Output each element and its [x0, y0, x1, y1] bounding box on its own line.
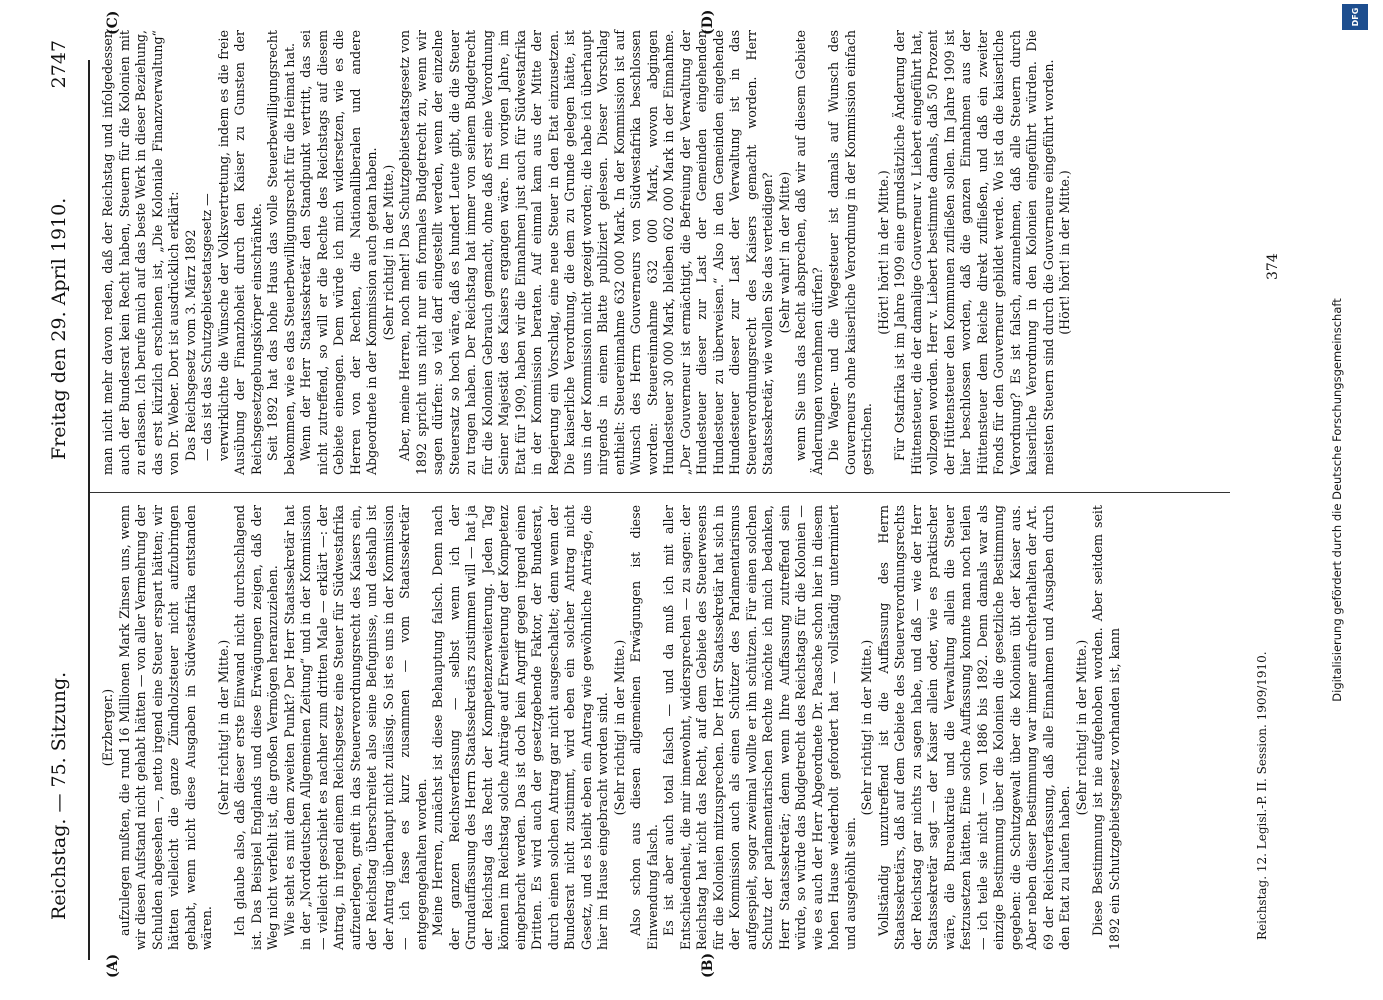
- paragraph: Ich glaube also, daß dieser erste Einwand nicht durchschlagend ist. Das Beispiel Englands und diese Erwägungen zeigen, daß der Weg nicht verfehlt ist, die großen Vermögen heranzuziehen.: [232, 505, 280, 950]
- paragraph: Diese Bestimmung ist nie aufgehoben worden. Aber seitdem seit 1892 ein Schutzgebietsgesetz vorhanden ist, kann: [1090, 505, 1122, 950]
- marker-c: (C): [105, 10, 121, 35]
- column-divider: [90, 492, 1230, 493]
- paragraph: (Sehr richtig! in der Mitte.): [215, 639, 231, 816]
- paragraph: Seit 1892 hat das hohe Haus das volle Steuerbewilligungsrecht bekommen, wie es das Steuerbewilligungsrecht für die Heimat hat.: [265, 30, 297, 475]
- digitization-credit: Digitalisierung gefördert durch die Deutsche Forschungsgemeinschaft: [1330, 298, 1344, 702]
- paragraph: (Sehr richtig! in der Mitte.): [859, 639, 874, 816]
- paragraph: (Hört! hört! in der Mitte.): [875, 170, 891, 335]
- paragraph: aufzulegen mußten, die rund 16 Millionen Mark Zinsen uns, wenn wir diesen Aufstand nicht gehabt hätten — von aller Vermehrung der Schulden abgesehen —, netto irgend eine Steuer erspart hätten; wir hätten vielleicht die ganze Zündholzsteuer nicht aufzubringen gehabt, wenn nicht diese Ausgaben in Südwestafrika entstanden wären.: [116, 505, 214, 950]
- marker-a: (A): [105, 953, 121, 978]
- paragraph: Aber, meine Herren, noch mehr! Das Schutzgebietsetatsgesetz von 1892 spricht uns nicht nur ein formales Budgetrecht zu, wenn wir sagen dürfen: so viel darf eingestellt werden, wenn der einzelne Steuersatz so hoch wäre, daß es hundert Leute gibt, die die Steuer zu tragen haben. Der Reichstag hat immer von seinem Budgetrecht für die Kolonien Gebrauch gemacht, ohne daß erst eine Verordnung Seiner Majestät des Kaisers ergangen wäre. Im vorigen Jahre, im Etat für 1909, haben wir die Einnahmen just auch für Südwestafrika in der Kommission beraten. Auf einmal kam aus der Mitte der Regierung ein Vorschlag, eine neue Steuer in den Etat einzusetzen. Die kaiserliche Verordnung, die dem zu Grunde gelegen hätte, ist uns in der Kommission nicht gezeigt worden; die habe ich überhaupt nirgends in einem Blatte publiziert gelesen. Dieser Vorschlag enthielt: Steuereinnahme 632 000 Mark. In der Kommission ist auf Wunsch des Herrn Gouverneurs von Südwestafrika beschlossen worden: Steuereinnahme 632 000 Mark, wovon abgingen Hundesteuer 30 000 Mark, bleiben 602 000 Mark in der Einnahme. „Der Gouverneur ist ermächtigt, die Befreiung der Verwaltung der Hundesteuer dieser zur Last der Gemeinden eingehenden Hundesteuer zu überweisen.“ Also in den Gemeinden eingehende Hundesteuer dieser zur Last der Verwaltung ist in das Steuerverordnungsrecht des Kaisers gemacht worden. Herr Staatssekretär, wie wollen Sie das verteidigen?: [397, 30, 775, 475]
- paragraph: (Erzberger.): [100, 688, 115, 767]
- paragraph: Wie steht es mit dem zweiten Punkt? Der Herr Staatssekretär hat in der „Norddeutschen Allgemeinen Zeitung“ und in der Kommission — vielleicht geschieht es nachher zum dritten Male — erklärt —: der Antrag, in irgend einem Reichsgesetz eine Steuer für Südwestafrika aufzuerlegen, greift in das Steuerverordnungsrecht des Kaisers ein, der Reichstag überschreitet also seine Befugnisse, und deshalb ist der Antrag überhaupt nicht zulässig. So ist es uns in der Kommission — ich fasse es kurz zusammen — vom Staatssekretär entgegengehalten worden.: [281, 505, 429, 950]
- paragraph: Also schon aus diesen allgemeinen Erwägungen ist diese Einwendung falsch.: [628, 505, 660, 950]
- header-left: Reichstag. — 75. Sitzung.: [48, 671, 70, 920]
- page-header: [40, 20, 76, 980]
- paragraph: wenn Sie uns das Recht absprechen, daß wir auf diesem Gebiete Änderungen vornehmen dürfen?: [793, 30, 825, 475]
- paragraph: Für Ostafrika ist im Jahre 1909 eine grundsätzliche Änderung der Hüttensteuer, die der damalige Gouverneur v. Liebert eingeführt hat, vollzogen worden. Herr v. Liebert bestimmte damals, daß 50 Prozent der Hüttensteuer den Kommunen zufließen sollen. Im Jahre 1909 ist hier beschlossen worden, daß die ganzen Einnahmen aus der Hüttensteuer dem Reiche direkt zufließen, und daß ein zweiter Fonds für den Gouverneur gebildet werde. Wo ist da die kaiserliche Verordnung? Es ist falsch, anzunehmen, daß alle Steuern durch kaiserliche Verordnung in den Kolonien eingeführt würden. Die meisten Steuern sind durch die Gouverneure eingeführt worden.: [892, 30, 1056, 475]
- paragraph: (Sehr richtig! in der Mitte.): [1073, 639, 1089, 816]
- sheet-number: 374: [1265, 253, 1281, 280]
- left-column: [100, 505, 1123, 950]
- paragraph: man nicht mehr davon reden, daß der Reichstag und infolgedessen auch der Bundesrat kein Recht haben, Steuern für die Kolonien mit zu erlassen. Ich berufe mich auf das beste Werk in dieser Beziehung, das erst kürzlich erschienen ist, „Die Koloniale Finanzverwaltung“ von Dr. Weber. Dort ist ausdrücklich erklärt:: [100, 30, 181, 475]
- marker-d: (D): [700, 9, 716, 35]
- paragraph: Die Wagen- und die Wegesteuer ist damals auf Wunsch des Gouverneurs ohne kaiserliche Verordnung in der Kommission einfach gestrichen.: [826, 30, 874, 475]
- paragraph: (Sehr richtig! in der Mitte.): [380, 164, 396, 341]
- paragraph: — das ist das Schutzgebietsetatsgesetz —: [199, 193, 214, 461]
- footer-session: Reichstag. 12. Legisl.-P. II. Session. 1909/1910.: [1255, 651, 1269, 940]
- paragraph: Das Reichsgesetz vom 3. März 1892: [182, 229, 198, 461]
- paragraph: verwirklichte die Wünsche der Volksvertretung, indem es die freie Ausübung der Finanzhoheit durch den Kaiser zu Gunsten der Reichsgesetzgebungskörper einschränkte.: [215, 30, 264, 475]
- paragraph: Meine Herren, zunächst ist diese Behauptung falsch. Denn nach der ganzen Reichsverfassung — selbst wenn ich der Grundauffassung des Herrn Staatssekretärs zustimmen will — hat ja der Reichstag das Recht der Kompetenzerweiterung. Jeden Tag können im Reichstag solche Anträge auf Erweiterung der Kompetenz eingebracht werden. Das ist doch kein Angriff gegen irgend einen Dritten. Es wird auch der gesetzgebende Faktor, der Bundesrat, durch einen solchen Antrag gar nicht ausgeschaltet; denn wenn der Bundesrat nicht zustimmt, wird eben ein solcher Antrag nicht Gesetz, und es bleibt eben ein Antrag wie gewöhnliche Anträge, die hier im Hause eingebracht worden sind.: [430, 505, 610, 950]
- paragraph: Es ist aber auch total falsch — und da muß ich mit aller Entschiedenheit, die mir innewohnt, widersprechen — zu sagen: der Reichstag hat nicht das Recht, auf dem Gebiete des Steuerwesens für die Kolonien mitzusprechen. Der Herr Staatssekretär hat sich in der Kommission auch als einen Schützer des Parlamentarismus aufgespielt, sogar zweimal wollte er ihn schützen. Für einen solchen Schutz der parlamentarischen Rechte möchte ich mich bedanken, Herr Staatssekretär; denn wenn Ihre Auffassung zutreffend sein würde, so würde das Budgetrecht des Reichstags für die Kolonien — wie es auch der Herr Abgeordnete Dr. Paasche schon hier in diesem hohen Hause wiederholt gefordert hat — vollständig unterminiert und ausgehöhlt sein.: [661, 505, 858, 950]
- paragraph: Vollständig unzutreffend ist die Auffassung des Herrn Staatssekretärs, daß auf dem Gebiete des Steuerverordnungsrechts der Reichstag gar nichts zu sagen habe, und daß — wie der Herr Staatssekretär sagt — der Kaiser allein oder, wie es praktischer wäre, die Bureaukratie und die Verwaltung allein die Steuer festzusetzen hätten. Eine solche Auffassung konnte man noch teilen — ich teile sie nicht — von 1886 bis 1892. Denn damals war als einzige Bestimmung über die Kolonien die gesetzliche Bestimmung gegeben: die Schutzgewalt über die Kolonien übt der Kaiser aus. Aber neben dieser Bestimmung war immer aufrechterhalten der Art. 69 der Reichsverfassung, daß alle Einnahmen und Ausgaben durch den Etat zu laufen haben.: [875, 505, 1072, 950]
- marker-b: (B): [700, 952, 716, 978]
- paragraph: (Hört! hört! in der Mitte.): [1057, 170, 1072, 335]
- dfg-logo: DFG: [1342, 4, 1368, 30]
- header-date: Freitag den 29. April 1910.: [48, 197, 70, 460]
- paragraph: (Sehr richtig! in der Mitte.): [611, 639, 627, 816]
- paragraph: (Sehr wahr! in der Mitte): [776, 171, 792, 334]
- page-number: 2747: [48, 40, 70, 89]
- header-rule: [88, 60, 90, 960]
- paragraph: Wenn der Herr Staatssekretär den Standpunkt vertritt, das sei nicht zutreffend, so will er die Rechte des Reichstags auf diesem Gebiete einengen. Dem würde ich mich widersetzen, wie es die Herren von der Rechten, die Nationalliberalen und andere Abgeordnete in der Kommission auch getan haben.: [298, 30, 379, 475]
- right-column: [100, 30, 1074, 475]
